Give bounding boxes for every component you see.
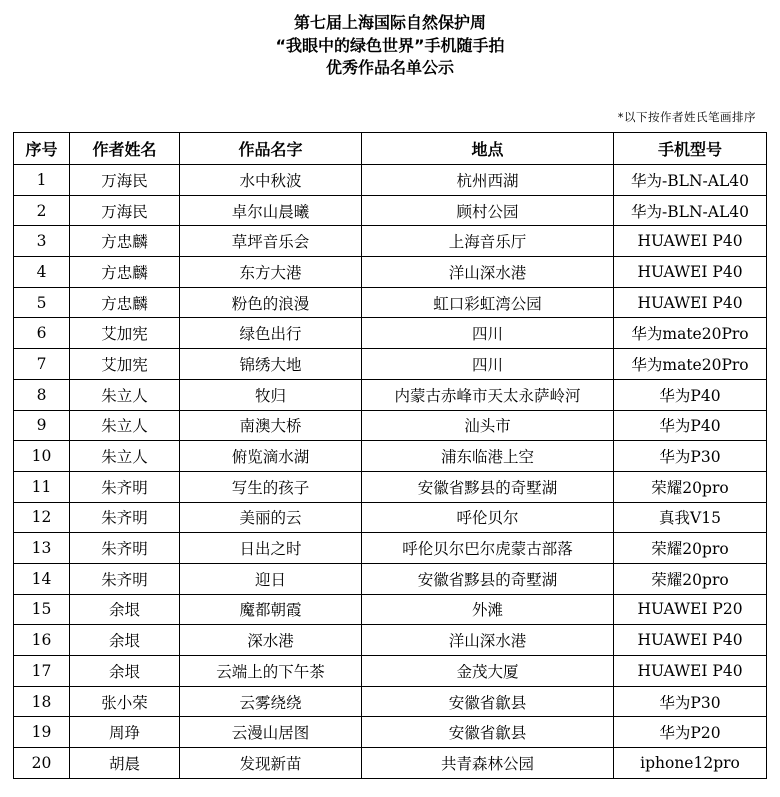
cell-phone-model: 华为P30 — [614, 441, 767, 472]
cell-author: 张小荣 — [70, 686, 180, 717]
cell-number: 4 — [14, 257, 70, 288]
cell-phone-model: 华为P40 — [614, 379, 767, 410]
table-row — [14, 318, 767, 349]
cell-work-title: 写生的孩子 — [180, 471, 362, 502]
cell-phone-model: 荣耀20pro — [614, 533, 767, 564]
cell-work-title: 卓尔山晨曦 — [180, 195, 362, 226]
cell-number: 2 — [14, 195, 70, 226]
cell-phone-model: 华为mate20Pro — [614, 349, 767, 380]
cell-location: 安徽省歙县 — [362, 686, 614, 717]
cell-number: 3 — [14, 226, 70, 257]
cell-number: 20 — [14, 748, 70, 779]
cell-author: 方忠麟 — [70, 287, 180, 318]
cell-location: 呼伦贝尔巴尔虎蒙古部落 — [362, 533, 614, 564]
cell-phone-model: HUAWEI P40 — [614, 257, 767, 288]
cell-work-title: 粉色的浪漫 — [180, 287, 362, 318]
cell-author: 方忠麟 — [70, 257, 180, 288]
title-line-2: “我眼中的绿色世界”手机随手拍 — [275, 35, 505, 55]
table-row — [14, 717, 767, 748]
title-line-1: 第七届上海国际自然保护周 — [293, 13, 486, 32]
cell-location: 内蒙古赤峰市天太永萨岭河 — [362, 379, 614, 410]
cell-location: 安徽省歙县 — [362, 717, 614, 748]
cell-location: 浦东临港上空 — [362, 441, 614, 472]
cell-location: 安徽省黟县的奇墅湖 — [362, 563, 614, 594]
table-row — [14, 563, 767, 594]
cell-location: 呼伦贝尔 — [362, 502, 614, 533]
cell-author: 朱立人 — [70, 379, 180, 410]
cell-number: 16 — [14, 625, 70, 656]
cell-location: 顾村公园 — [362, 195, 614, 226]
table-row — [14, 502, 767, 533]
cell-phone-model: HUAWEI P40 — [614, 656, 767, 687]
cell-author: 朱齐明 — [70, 502, 180, 533]
cell-number: 6 — [14, 318, 70, 349]
table-header-row — [14, 133, 767, 165]
cell-number: 11 — [14, 471, 70, 502]
table-row — [14, 165, 767, 196]
cell-number: 17 — [14, 656, 70, 687]
cell-location: 杭州西湖 — [362, 165, 614, 196]
document-title — [0, 12, 780, 80]
header-phone-model: 手机型号 — [614, 133, 767, 165]
cell-work-title: 锦绣大地 — [180, 349, 362, 380]
cell-work-title: 东方大港 — [180, 257, 362, 288]
winners-table — [13, 132, 767, 779]
cell-number: 18 — [14, 686, 70, 717]
cell-location: 外滩 — [362, 594, 614, 625]
cell-location: 四川 — [362, 349, 614, 380]
cell-phone-model: 华为P20 — [614, 717, 767, 748]
table-body — [14, 165, 767, 779]
cell-number: 5 — [14, 287, 70, 318]
cell-phone-model: 荣耀20pro — [614, 471, 767, 502]
table-row — [14, 379, 767, 410]
cell-location: 共青森林公园 — [362, 748, 614, 779]
table-row — [14, 656, 767, 687]
cell-number: 14 — [14, 563, 70, 594]
cell-author: 余垠 — [70, 594, 180, 625]
cell-number: 8 — [14, 379, 70, 410]
cell-phone-model: 华为-BLN-AL40 — [614, 195, 767, 226]
cell-work-title: 美丽的云 — [180, 502, 362, 533]
cell-work-title: 迎日 — [180, 563, 362, 594]
cell-phone-model: 华为P40 — [614, 410, 767, 441]
cell-location: 虹口彩虹湾公园 — [362, 287, 614, 318]
table-row — [14, 349, 767, 380]
cell-number: 12 — [14, 502, 70, 533]
header-number: 序号 — [14, 133, 70, 165]
cell-work-title: 南澳大桥 — [180, 410, 362, 441]
cell-work-title: 牧归 — [180, 379, 362, 410]
cell-author: 朱齐明 — [70, 471, 180, 502]
cell-phone-model: HUAWEI P40 — [614, 226, 767, 257]
table-row — [14, 471, 767, 502]
cell-author: 朱齐明 — [70, 563, 180, 594]
header-work-title: 作品名字 — [180, 133, 362, 165]
table-row — [14, 533, 767, 564]
cell-number: 15 — [14, 594, 70, 625]
cell-number: 7 — [14, 349, 70, 380]
cell-work-title: 魔都朝霞 — [180, 594, 362, 625]
cell-author: 方忠麟 — [70, 226, 180, 257]
table-row — [14, 195, 767, 226]
cell-work-title: 云漫山居图 — [180, 717, 362, 748]
cell-phone-model: HUAWEI P40 — [614, 287, 767, 318]
table-row — [14, 287, 767, 318]
cell-work-title: 日出之时 — [180, 533, 362, 564]
cell-phone-model: HUAWEI P40 — [614, 625, 767, 656]
cell-location: 汕头市 — [362, 410, 614, 441]
cell-number: 19 — [14, 717, 70, 748]
table-row — [14, 441, 767, 472]
cell-author: 万海民 — [70, 195, 180, 226]
table-row — [14, 226, 767, 257]
cell-location: 洋山深水港 — [362, 257, 614, 288]
cell-work-title: 绿色出行 — [180, 318, 362, 349]
cell-author: 朱立人 — [70, 410, 180, 441]
cell-author: 余垠 — [70, 656, 180, 687]
cell-phone-model: 荣耀20pro — [614, 563, 767, 594]
table-row — [14, 748, 767, 779]
cell-work-title: 深水港 — [180, 625, 362, 656]
cell-phone-model: 华为mate20Pro — [614, 318, 767, 349]
cell-location: 上海音乐厅 — [362, 226, 614, 257]
cell-author: 朱齐明 — [70, 533, 180, 564]
cell-work-title: 云端上的下午茶 — [180, 656, 362, 687]
cell-work-title: 草坪音乐会 — [180, 226, 362, 257]
cell-number: 10 — [14, 441, 70, 472]
header-author: 作者姓名 — [70, 133, 180, 165]
cell-author: 朱立人 — [70, 441, 180, 472]
cell-author: 余垠 — [70, 625, 180, 656]
table-row — [14, 257, 767, 288]
table-row — [14, 410, 767, 441]
table-row — [14, 625, 767, 656]
cell-author: 周琤 — [70, 717, 180, 748]
cell-phone-model: HUAWEI P20 — [614, 594, 767, 625]
cell-work-title: 发现新苗 — [180, 748, 362, 779]
cell-number: 1 — [14, 165, 70, 196]
cell-work-title: 云雾绕绕 — [180, 686, 362, 717]
cell-number: 9 — [14, 410, 70, 441]
cell-work-title: 水中秋波 — [180, 165, 362, 196]
cell-location: 洋山深水港 — [362, 625, 614, 656]
cell-location: 金茂大厦 — [362, 656, 614, 687]
cell-author: 胡晨 — [70, 748, 180, 779]
table-row — [14, 686, 767, 717]
cell-work-title: 俯览滴水湖 — [180, 441, 362, 472]
cell-phone-model: 真我V15 — [614, 502, 767, 533]
title-line-3: 优秀作品名单公示 — [325, 58, 454, 77]
table-row — [14, 594, 767, 625]
sort-note: *以下按作者姓氏笔画排序 — [617, 110, 756, 124]
header-location: 地点 — [362, 133, 614, 165]
cell-author: 艾加宪 — [70, 349, 180, 380]
cell-location: 四川 — [362, 318, 614, 349]
cell-phone-model: 华为-BLN-AL40 — [614, 165, 767, 196]
cell-author: 艾加宪 — [70, 318, 180, 349]
cell-phone-model: 华为P30 — [614, 686, 767, 717]
cell-location: 安徽省黟县的奇墅湖 — [362, 471, 614, 502]
cell-number: 13 — [14, 533, 70, 564]
cell-phone-model: iphone12pro — [614, 748, 767, 779]
cell-author: 万海民 — [70, 165, 180, 196]
